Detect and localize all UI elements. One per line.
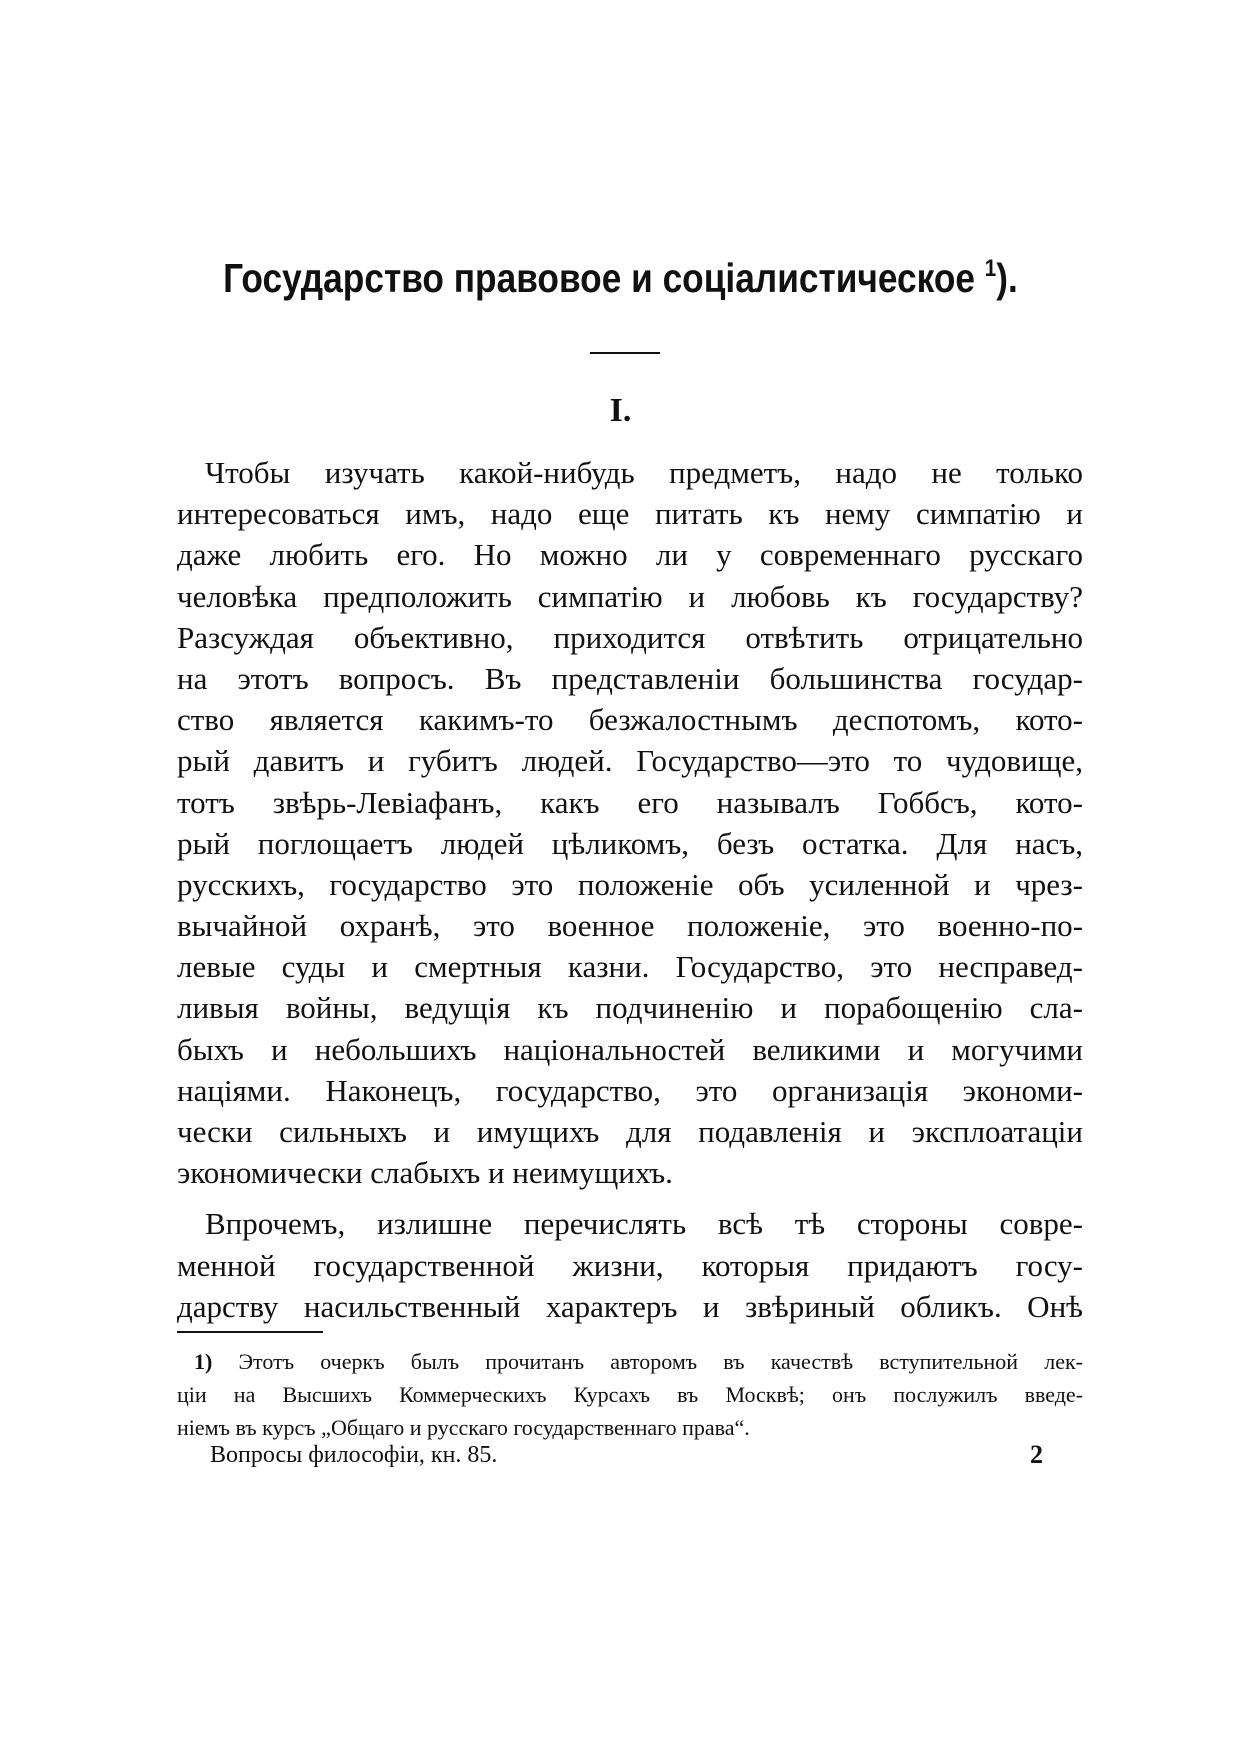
- text-line: дарству насильственный характеръ и звѣриный обликъ. Онѣ: [177, 1288, 1083, 1324]
- text-line: Чтобы изучать какой-нибудь предметъ, надо не только: [205, 455, 1083, 490]
- footnote: [177, 1345, 1083, 1444]
- text-line: Впрочемъ, излишне перечислять всѣ тѣ стороны совре-: [205, 1206, 1083, 1242]
- body-text: [177, 452, 1083, 1327]
- text-line: тотъ звѣрь-Левіафанъ, какъ его называлъ Гоббсъ, кото-: [177, 784, 1083, 820]
- text-line: вычайной охранѣ, это военное положеніе, это военно-по-: [177, 908, 1083, 944]
- footnote-line: ніемъ въ курсъ „Общаго и русскаго государственнаго права“.: [177, 1415, 750, 1440]
- footnote-line-text: Этотъ очеркъ былъ прочитанъ авторомъ въ качествѣ вступительной лек-: [238, 1349, 1083, 1374]
- text-line: рый давитъ и губитъ людей. Государство—это то чудовище,: [177, 743, 1083, 779]
- text-line: быхъ и небольшихъ національностей великими и могучими: [177, 1031, 1083, 1067]
- footnote-divider: [177, 1331, 323, 1333]
- page-number: 2: [1030, 1440, 1043, 1469]
- text-line: человѣка предположить симпатію и любовь къ государству?: [177, 578, 1083, 614]
- text-line: интересоваться имъ, надо еще питать къ нему симпатію и: [177, 496, 1083, 532]
- title-divider: [590, 352, 660, 354]
- footnote-line: [177, 1345, 1083, 1378]
- footnote-line: ціи на Высшихъ Коммерческихъ Курсахъ въ Москвѣ; онъ послужилъ введе-: [177, 1382, 1083, 1407]
- text-line: на этотъ вопросъ. Въ представленіи большинства государ-: [177, 660, 1083, 696]
- text-line: менной государственной жизни, которыя придаютъ госу-: [177, 1247, 1083, 1283]
- footnote-marker: 1): [194, 1349, 213, 1374]
- text-line: левые суды и смертныя казни. Государство, это несправед-: [177, 949, 1083, 985]
- journal-signature: Вопросы философіи, кн. 85.: [210, 1442, 498, 1468]
- text-line: ство является какимъ-то безжалостнымъ деспотомъ, кото-: [177, 702, 1083, 738]
- article-title: [216, 255, 1025, 302]
- section-number: [0, 392, 1241, 430]
- text-line: русскихъ, государство это положеніе объ усиленной и чрез-: [177, 866, 1083, 902]
- text-line: экономически слабыхъ и неимущихъ.: [177, 1155, 673, 1191]
- article-title-text: Государство правовое и соціалистическое: [223, 255, 975, 301]
- text-line: націями. Наконецъ, государство, это организація экономи-: [177, 1072, 1083, 1108]
- text-line: ливыя войны, ведущія къ подчиненію и порабощенію сла-: [177, 990, 1083, 1026]
- title-footnote-ref[interactable]: 1: [984, 255, 997, 282]
- text-line: Разсуждая объективно, приходится отвѣтить отрицательно: [177, 619, 1083, 655]
- section-number-text: I.: [609, 392, 632, 429]
- paragraph-gap: [177, 1193, 1083, 1203]
- text-line: рый поглощаетъ людей цѣликомъ, безъ остатка. Для насъ,: [177, 825, 1083, 861]
- text-line: чески сильныхъ и имущихъ для подавленія и эксплоатаціи: [177, 1114, 1083, 1149]
- text-line: даже любить его. Но можно ли у современнаго русскаго: [177, 537, 1083, 573]
- title-footnote-paren: ): [996, 255, 1009, 301]
- title-end: .: [1008, 255, 1018, 301]
